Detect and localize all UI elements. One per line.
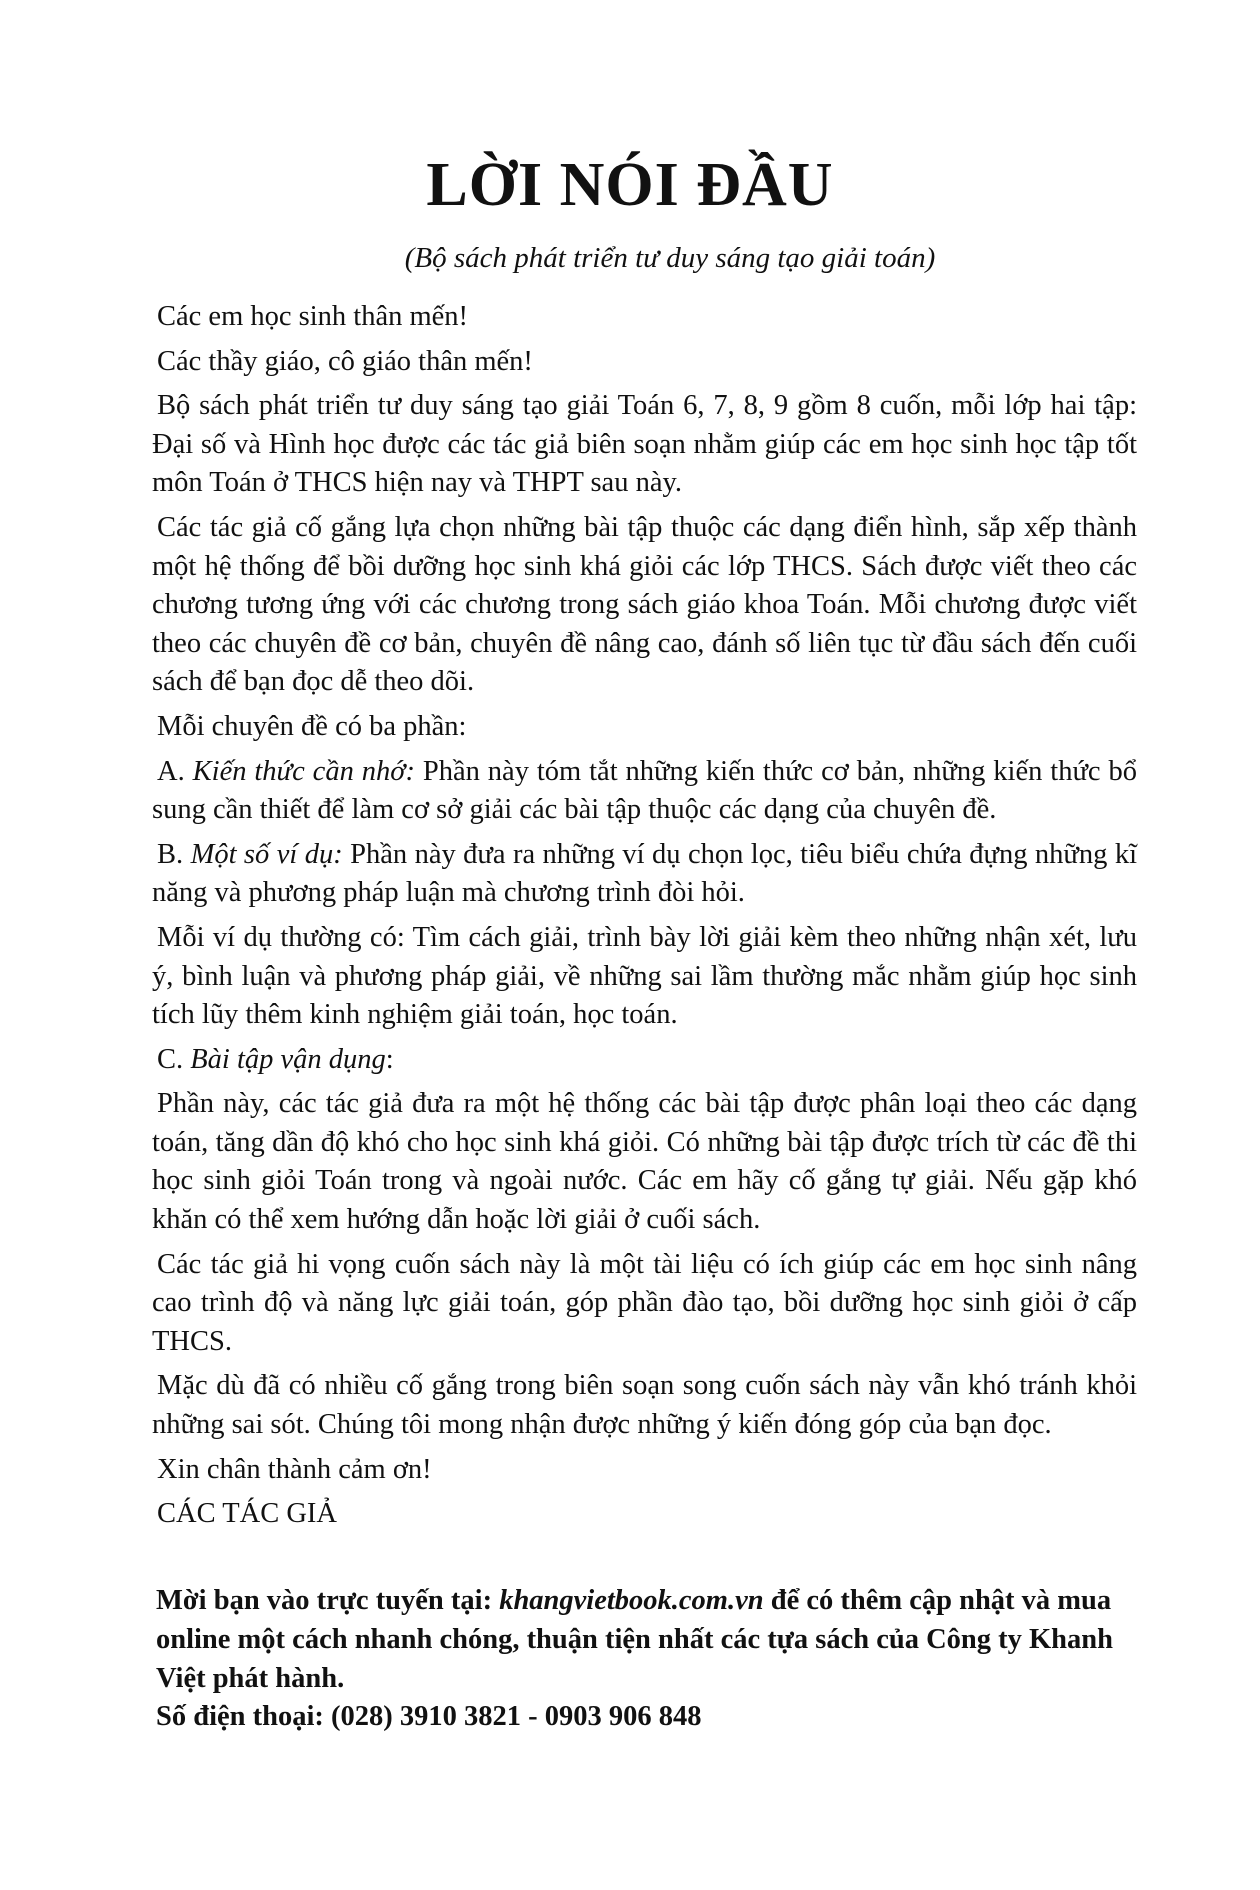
signature: CÁC TÁC GIẢ [157,1498,337,1530]
phone-number: Số điện thoại: (028) 3910 3821 - 0903 906 848 [156,1701,702,1733]
paragraph-text: Các thầy giáo, cô giáo thân mến! [157,345,533,377]
paragraph-text: Mặc dù đã có nhiều cố gắng trong biên soạn song cuốn sách này vẫn khó tránh khỏi những sai sót. Chúng tôi mong nhận được những ý kiến đóng góp của bạn đọc. [152,1370,1137,1441]
paragraph-text: Phần này, các tác giả đưa ra một hệ thống các bài tập được phân loại theo các dạng toán, tăng dần độ khó cho học sinh khá giỏi. Có những bài tập được trích từ các đề thi học sinh giỏi Toán trong và ngoài nước. Các em hãy cố gắng tự giải. Nếu gặp khó khăn có thể xem hướng dẫn hoặc lời giải ở cuối sách. [152,1088,1137,1236]
promo-before: Mời bạn vào trực tuyến tại: [156,1585,500,1616]
section-letter: C. [157,1043,191,1075]
page-title: LỜI NÓI ĐẦU [426,151,834,219]
promo-block [156,1582,1116,1737]
paragraph [152,1451,1137,1490]
subtitle: (Bộ sách phát triển tư duy sáng tạo giải toán) [404,242,936,274]
section-heading: Một số ví dụ: [190,838,343,870]
section-a [152,753,1137,830]
section-heading: Kiến thức cần nhớ: [192,755,415,787]
section-letter: B. [157,838,191,870]
paragraph [152,343,1137,382]
paragraph [152,1246,1137,1362]
promo-text [156,1582,1116,1698]
paragraph-text: Bộ sách phát triển tư duy sáng tạo giải Toán 6, 7, 8, 9 gồm 8 cuốn, mỗi lớp hai tập: Đại số và Hình học được các tác giả biên soạn nhằm giúp các em học sinh học tập tốt môn Toán ở THCS hiện nay và THPT sau này. [152,390,1137,499]
paragraph-text: Mỗi chuyên đề có ba phần: [157,710,467,742]
paragraph-text: Các em học sinh thân mến! [157,301,469,332]
section-heading: Bài tập vận dụng [190,1043,386,1075]
paragraph-text: Phần này tóm tắt những kiến thức cơ bản, những kiến thức bổ sung cần thiết để làm cơ sở giải các bài tập thuộc các dạng của chuyên đề. [152,755,1137,826]
paragraph [152,1085,1137,1239]
promo-after: để có thêm cập nhật và mua online một cách nhanh chóng, thuận tiện nhất các tựa sách của Công ty Khanh Việt phát hành. [156,1585,1113,1694]
paragraph [152,509,1137,702]
paragraph [152,1367,1137,1444]
section-b [152,836,1137,913]
paragraph [152,708,1137,747]
paragraph-text: Các tác giả hi vọng cuốn sách này là một tài liệu có ích giúp các em học sinh nâng cao trình độ và năng lực giải toán, góp phần đào tạo, bồi dưỡng học sinh giỏi ở cấp THCS. [152,1248,1137,1357]
preface-body [152,298,1137,1540]
section-letter: A. [157,755,193,787]
paragraph-text: : [385,1043,394,1075]
website-link[interactable]: khangvietbook.com.vn [499,1585,764,1616]
paragraph-text: Các tác giả cố gắng lựa chọn những bài tập thuộc các dạng điển hình, sắp xếp thành một hệ thống để bồi dưỡng học sinh khá giỏi các lớp THCS. Sách được viết theo các chương tương ứng với các chương trong sách giáo khoa Toán. Mỗi chương được viết theo các chuyên đề cơ bản, chuyên đề nâng cao, đánh số liên tục từ đầu sách đến cuối sách để bạn đọc dễ theo dõi. [152,511,1137,698]
paragraph-text: Mỗi ví dụ thường có: Tìm cách giải, trình bày lời giải kèm theo những nhận xét, lưu ý, bình luận và phương pháp giải, về những sai lầm thường mắc nhằm giúp học sinh tích lũy thêm kinh nghiệm giải toán, học toán. [152,921,1137,1031]
paragraph [152,387,1137,503]
paragraph [152,298,1137,337]
section-c [152,1041,1137,1080]
paragraph [152,919,1137,1035]
paragraph-text: Phần này đưa ra những ví dụ chọn lọc, tiêu biểu chứa đựng những kĩ năng và phương pháp luận mà chương trình đòi hỏi. [152,838,1137,909]
paragraph-text: Xin chân thành cảm ơn! [157,1453,432,1485]
